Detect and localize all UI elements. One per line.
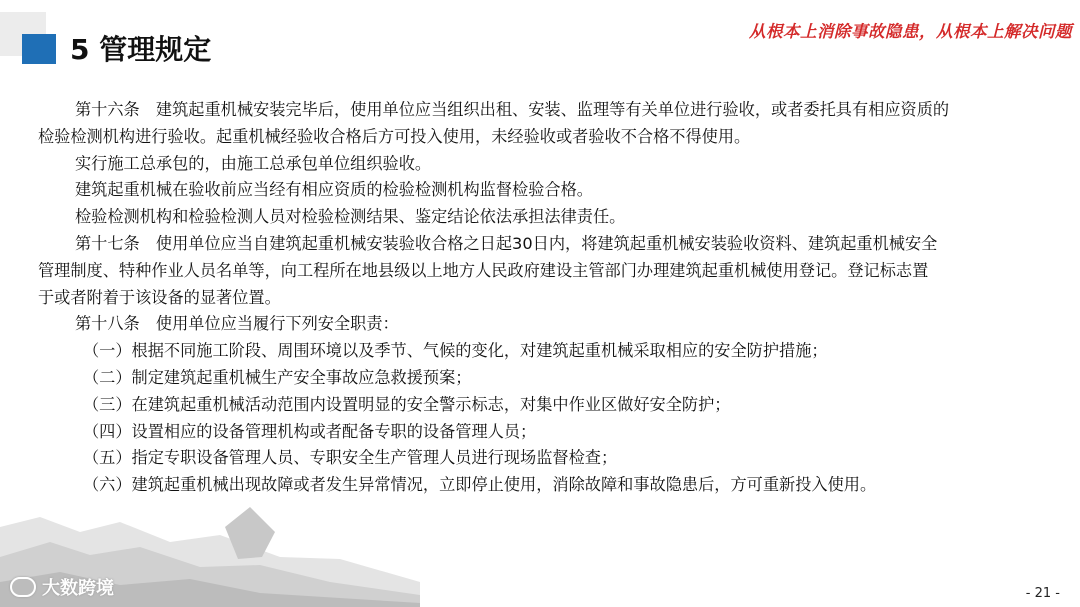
slogan-banner: 从根本上消除事故隐患，从根本上解决问题 [749, 22, 1072, 41]
title-accent-square [22, 34, 56, 64]
page-number: - 21 - [1025, 586, 1060, 601]
logo-text: 大数跨境 [42, 578, 114, 599]
paragraph-inspection-before: 建筑起重机械在验收前应当经有相应资质的检验检测机构监督检验合格。 [75, 180, 593, 200]
list-item-duty-5: （五）指定专职设备管理人员、专职安全生产管理人员进行现场监督检查； [83, 448, 618, 468]
paragraph-article-17-end: 于或者附着于该设备的显著位置。 [38, 287, 281, 307]
paragraph-inspection-liability: 检验检测机构和检验检测人员对检验检测结果、鉴定结论依法承担法律责任。 [75, 207, 626, 227]
list-item-duty-2: （二）制定建筑起重机械生产安全事故应急救援预案； [83, 367, 472, 387]
logo-icon [10, 577, 36, 597]
paragraph-article-16: 第十六条 建筑起重机械安装完毕后，使用单位应当组织出租、安装、监理等有关单位进行验收，或者委托具有相应资质的 [75, 100, 950, 119]
paragraph-article-17-cont: 管理制度、特种作业人员名单等，向工程所在地县级以上地方人民政府建设主管部门办理建筑起重机械使用登记。登记标志置 [38, 260, 929, 280]
slide-title: 5 管理规定 [70, 33, 212, 66]
watermark-logo [10, 574, 114, 600]
regulation-content [38, 97, 1048, 499]
list-item-duty-3: （三）在建筑起重机械活动范围内设置明显的安全警示标志，对集中作业区做好安全防护； [83, 394, 731, 414]
paragraph-article-16-cont: 检验检测机构进行验收。起重机械经验收合格后方可投入使用，未经验收或者验收不合格不得使用。 [38, 126, 751, 146]
paragraph-article-17: 第十七条 使用单位应当自建筑起重机械安装验收合格之日起30日内，将建筑起重机械安装验收资料、建筑起重机械安全 [75, 233, 938, 253]
list-item-duty-4: （四）设置相应的设备管理机构或者配备专职的设备管理人员； [83, 421, 537, 441]
paragraph-article-18: 第十八条 使用单位应当履行下列安全职责： [75, 314, 399, 334]
list-item-duty-1: （一）根据不同施工阶段、周围环境以及季节、气候的变化，对建筑起重机械采取相应的安全防护措施； [83, 341, 828, 361]
list-item-duty-6: （六）建筑起重机械出现故障或者发生异常情况，立即停止使用，消除故障和事故隐患后，方可重新投入使用。 [83, 475, 877, 495]
paragraph-general-contract: 实行施工总承包的，由施工总承包单位组织验收。 [75, 153, 432, 173]
